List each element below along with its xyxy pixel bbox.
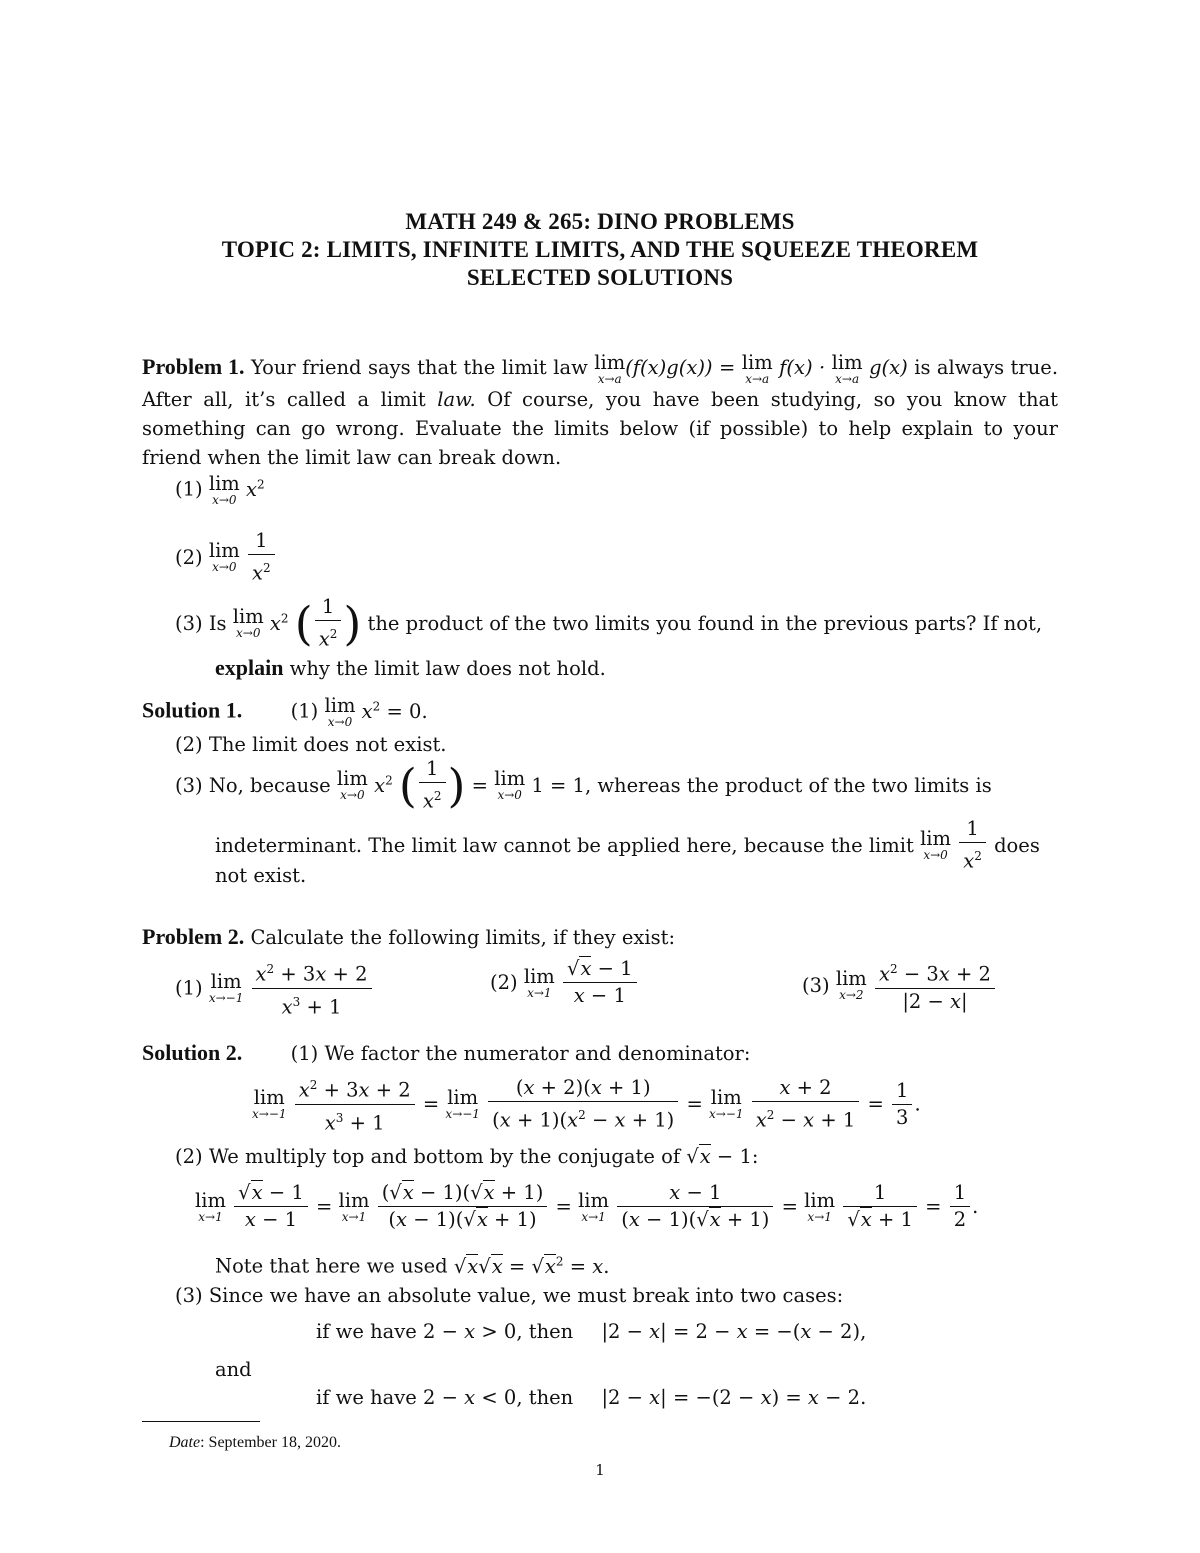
solution-2-and: and (215, 1358, 252, 1381)
title-line-1: MATH 249 & 265: DINO PROBLEMS (405, 209, 795, 234)
solution-1-item-3-end: not exist. (215, 864, 307, 887)
problem-2-item-2: (2) lim x→1 $\frac{√x - 1}{x - 1}$ (490, 958, 639, 1007)
footnote: Date: September 18, 2020. (169, 1434, 341, 1451)
solution-1-item-1: Solution 1. (1) lim x→0 $x^2 = 0$. (142, 694, 428, 729)
page-number: 1 (595, 1461, 605, 1479)
problem-1-item-2: (2) lim x→0 $\frac{1}{x^2}$ (175, 530, 277, 585)
problem-2-label: Problem 2. (142, 924, 245, 949)
problem-2-item-1: (1) lim x→−1 $\frac{x^2 + 3x + 2}{x^3 + 1}$ (175, 958, 374, 1018)
problem-2-statement: Problem 2. Calculate the following limits, if they exist: (142, 924, 676, 949)
solution-2-item-2: (2) We multiply top and bottom by the conjugate of √x − 1: (175, 1145, 759, 1168)
problem-1-statement: Problem 1. Your friend says that the limit law lim x→a (f(x)g(x)) = lim x→a f(x) · lim x→a g(x) is always true. After all, it’s called a limit law. Of course, you have been studying, so you know that something can go wrong. Evaluate the limits below (if possible) to help explain to your friend when the limit law can break down. (142, 350, 1059, 469)
solution-2-case-1: if we have 2 − x > 0, then |2 − x| = 2 − x = −(x − 2), (316, 1320, 867, 1343)
problem-1-item-3: (3) Is lim x→0 $x^2$ ( $\frac{1}{x^2}$ ) the product of the two limits you found in the previous parts? If not, (175, 595, 1043, 651)
solution-1-label: Solution 1. (142, 697, 243, 723)
footnote-rule (142, 1421, 260, 1422)
problem-1-item-3-cont: explain why the limit law does not hold. (215, 655, 606, 680)
solution-2-item-3: (3) Since we have an absolute value, we must break into two cases: (175, 1284, 844, 1307)
solution-1-item-3: (3) No, because lim x→0 $x^2$ ( $\frac{1}{x^2}$ ) = lim x→0 1 = 1, whereas the product of the two limits is (175, 757, 992, 813)
solution-2-eq-2: lim x→1 $\frac{√x - 1}{x - 1}$ = lim x→1 $\frac{(√x - 1)(√x + 1)}{(x - 1)(√x + 1)}$ = lim x→1 $\frac{x - 1}{(x - 1)(√x + 1)}$ = lim x→1 $\frac{1}{√x + 1}$ = $\frac{1}{2}$ . (195, 1181, 979, 1231)
solution-2-eq-1: lim x→−1 $\frac{x^2 + 3x + 2}{x^3 + 1}$ = lim x→−1 $\frac{(x + 2)(x + 1)}{(x + 1)(x^2 - x + 1)}$ = lim x→−1 $\frac{x + 2}{x^2 - x + 1}$ = $\frac{1}{3}$ . (252, 1075, 921, 1134)
solution-2-item-1: Solution 2. (1) We factor the numerator and denominator: (142, 1040, 751, 1065)
solution-2-label: Solution 2. (142, 1040, 243, 1065)
title-line-3: SELECTED SOLUTIONS (466, 265, 734, 290)
solution-1-item-3-cont: indeterminant. The limit law cannot be applied here, because the limit lim x→0 $\frac{1}{x^2}$ does (215, 817, 1040, 873)
problem-1-item-1: (1) lim x→0 $x^2$ (175, 472, 265, 507)
solution-2-note: Note that here we used $√x√x = √x^2 = x$. (215, 1254, 610, 1278)
problem-2-item-3: (3) lim x→2 $\frac{x^2 - 3x + 2}{|2 - x|}$ (802, 958, 997, 1013)
title-line-2: TOPIC 2: LIMITS, INFINITE LIMITS, AND THE SQUEEZE THEOREM (221, 237, 979, 262)
problem-1-label: Problem 1. (142, 354, 245, 379)
solution-2-case-2: if we have 2 − x < 0, then |2 − x| = −(2 − x) = x − 2. (316, 1386, 867, 1409)
solution-1-item-2: (2) The limit does not exist. (175, 733, 447, 756)
